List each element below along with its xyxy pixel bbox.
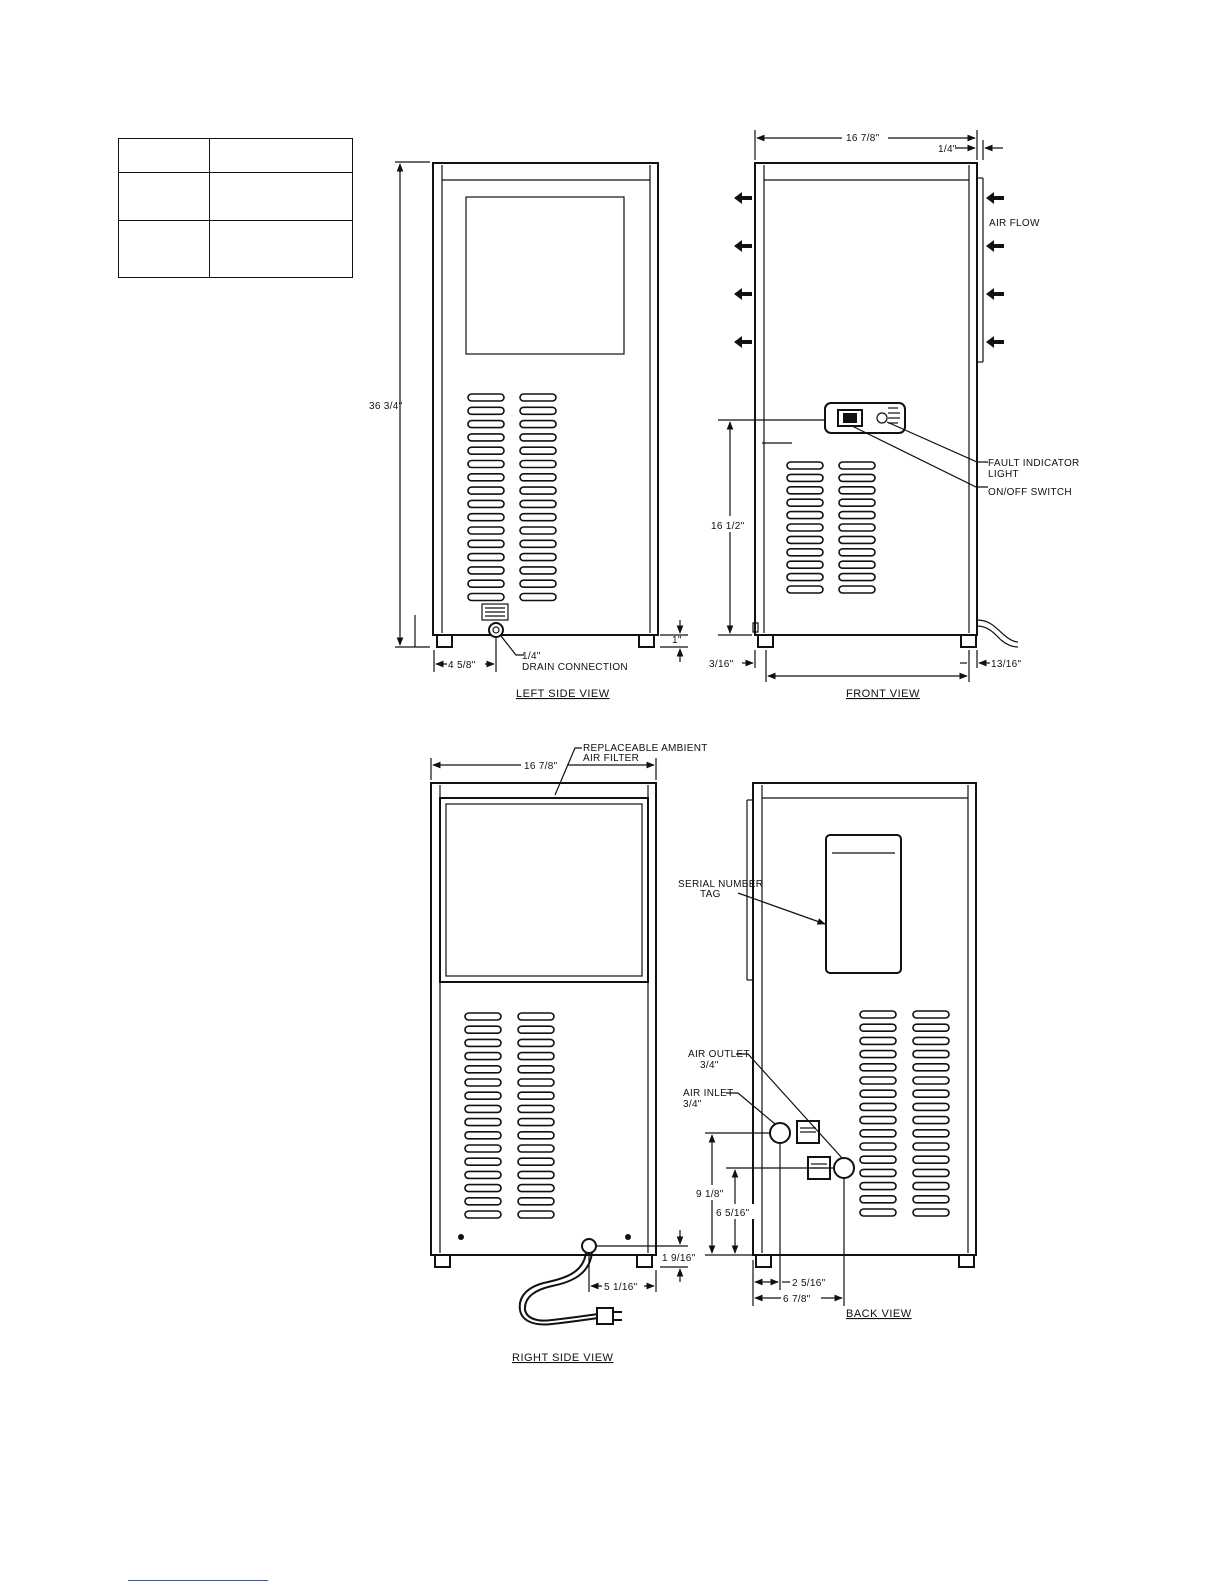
foot: [437, 635, 452, 647]
dim-outlet-height: 6 5/16": [716, 1208, 750, 1219]
drain-label: 1/4": [522, 651, 541, 662]
vent-slot: [913, 1209, 949, 1216]
vent-slot: [465, 1171, 501, 1178]
vent-slot: [860, 1103, 896, 1110]
vent-slot: [860, 1169, 896, 1176]
vent-slot: [468, 527, 504, 534]
vent-slot: [520, 394, 556, 401]
vent-slot: [518, 1132, 554, 1139]
vent-slot: [520, 554, 556, 561]
vent-slot: [913, 1090, 949, 1097]
vent-slot: [860, 1183, 896, 1190]
vent-slot: [468, 421, 504, 428]
vent-slot: [465, 1053, 501, 1060]
foot: [959, 1255, 974, 1267]
power-cord: [520, 1252, 598, 1324]
vent-slot: [520, 434, 556, 441]
vent-slot: [520, 514, 556, 521]
air-inlet: [770, 1123, 790, 1143]
vent-slot: [787, 474, 823, 481]
vent-slot: [787, 512, 823, 519]
vent-slot: [839, 561, 875, 568]
vent-slot: [913, 1051, 949, 1058]
vent-slot: [465, 1185, 501, 1192]
vent-slot: [518, 1211, 554, 1218]
vent-slot: [468, 407, 504, 414]
view-title: FRONT VIEW: [846, 688, 920, 700]
vent-slot: [913, 1169, 949, 1176]
view-title: RIGHT SIDE VIEW: [512, 1352, 614, 1364]
vent-slot: [913, 1183, 949, 1190]
filter-label: AIR FILTER: [583, 753, 640, 764]
air-outlet: [834, 1158, 854, 1178]
vent-slot: [518, 1171, 554, 1178]
vent-slot: [839, 474, 875, 481]
vent-slot: [468, 500, 504, 507]
dim-inlet-height: 9 1/8": [696, 1189, 724, 1200]
vent-slot: [468, 580, 504, 587]
vent-slot: [913, 1024, 949, 1031]
vent-slot: [465, 1092, 501, 1099]
vent-slot: [839, 499, 875, 506]
vent-slot: [860, 1077, 896, 1084]
dim-edge-label: 1/4": [938, 144, 957, 155]
vent-slot: [860, 1117, 896, 1124]
dim-foot-label: 1": [672, 635, 682, 646]
drain-fitting: [489, 623, 503, 637]
vent-slot: [465, 1145, 501, 1152]
front-view: [709, 130, 1080, 700]
vent-slot: [520, 461, 556, 468]
vent-slot: [860, 1037, 896, 1044]
vent-slot: [518, 1198, 554, 1205]
back-view: [678, 783, 976, 1320]
vent-slot: [520, 567, 556, 574]
vent-slot: [787, 549, 823, 556]
dim-drain-offset: 4 5/8": [448, 660, 476, 671]
vent-slot: [465, 1105, 501, 1112]
dim-width-label: 16 7/8": [524, 761, 558, 772]
air-inlet-label: AIR INLET: [683, 1088, 734, 1099]
dim-inlet-offset: 2 5/16": [792, 1278, 826, 1289]
vent-slot: [520, 407, 556, 414]
fault-indicator-label: LIGHT: [988, 469, 1019, 480]
vent-slot: [913, 1143, 949, 1150]
vent-slot: [468, 567, 504, 574]
vent-slot: [468, 514, 504, 521]
vent-slot: [518, 1053, 554, 1060]
air-outlet-label: 3/4": [700, 1060, 719, 1071]
dim-right-foot: 13/16": [991, 659, 1022, 670]
vent-slot: [520, 487, 556, 494]
vent-slot: [860, 1130, 896, 1137]
vent-slot: [839, 574, 875, 581]
vent-slot: [787, 499, 823, 506]
vent-slot: [465, 1198, 501, 1205]
vent-slot: [465, 1079, 501, 1086]
power-cord-entry: [582, 1239, 596, 1253]
vent-slot: [520, 500, 556, 507]
vent-slot: [787, 487, 823, 494]
vent-slot: [520, 580, 556, 587]
serial-tag-label: SERIAL NUMBER: [678, 879, 764, 890]
vent-slot: [468, 487, 504, 494]
serial-tag-label: TAG: [700, 889, 721, 900]
vent-slot: [518, 1026, 554, 1033]
vent-slot: [520, 447, 556, 454]
vent-slot: [913, 1077, 949, 1084]
vent-slot: [787, 524, 823, 531]
vent-slot: [860, 1143, 896, 1150]
vent-slot: [465, 1039, 501, 1046]
dim-left-foot: 3/16": [709, 659, 734, 670]
view-title: BACK VIEW: [846, 1308, 912, 1320]
vent-slot: [465, 1026, 501, 1033]
vent-slot: [860, 1156, 896, 1163]
vent-slot: [520, 594, 556, 601]
foot: [961, 635, 976, 647]
air-inlet-label: 3/4": [683, 1099, 702, 1110]
dim-cord-offset: 5 1/16": [604, 1282, 638, 1293]
vent-slot: [518, 1119, 554, 1126]
vent-slot: [913, 1117, 949, 1124]
vent-slot: [520, 474, 556, 481]
vent-slot: [465, 1066, 501, 1073]
vent-slot: [913, 1064, 949, 1071]
dim-height-label: 36 3/4": [369, 401, 403, 412]
drain-label: DRAIN CONNECTION: [522, 662, 628, 673]
vent-slot: [860, 1051, 896, 1058]
vent-slot: [518, 1105, 554, 1112]
foot: [435, 1255, 450, 1267]
vent-slot: [520, 421, 556, 428]
vent-slot: [520, 540, 556, 547]
vent-slot: [468, 540, 504, 547]
vent-slot: [839, 524, 875, 531]
vent-slot: [518, 1158, 554, 1165]
vent-slot: [913, 1130, 949, 1137]
vent-slot: [839, 462, 875, 469]
fault-indicator-label: FAULT INDICATOR: [988, 458, 1080, 469]
vent-slot: [860, 1011, 896, 1018]
vent-slot: [468, 554, 504, 561]
foot: [758, 635, 773, 647]
vent-slot: [468, 434, 504, 441]
vent-slot: [518, 1013, 554, 1020]
vent-slot: [787, 462, 823, 469]
air-outlet-label: AIR OUTLET: [688, 1049, 750, 1060]
vent-slot: [518, 1066, 554, 1073]
on-off-switch-label: ON/OFF SWITCH: [988, 487, 1072, 498]
vent-slot: [860, 1064, 896, 1071]
vent-slot: [913, 1037, 949, 1044]
vent-slot: [465, 1211, 501, 1218]
vent-slot: [787, 586, 823, 593]
vent-slot: [913, 1196, 949, 1203]
dim-cord-height: 1 9/16": [662, 1253, 696, 1264]
vent-slot: [787, 574, 823, 581]
vent-slot: [787, 536, 823, 543]
foot: [756, 1255, 771, 1267]
footer-rule: [128, 1580, 268, 1581]
vent-slot: [465, 1158, 501, 1165]
plug: [597, 1308, 613, 1324]
air-flow-label: AIR FLOW: [989, 218, 1040, 229]
vent-slot: [518, 1092, 554, 1099]
vent-slot: [913, 1103, 949, 1110]
vent-slot: [468, 394, 504, 401]
vent-slot: [465, 1119, 501, 1126]
dim-switch-height: 16 1/2": [711, 521, 745, 532]
filter-label: REPLACEABLE AMBIENT: [583, 743, 708, 754]
vent-slot: [468, 474, 504, 481]
vent-slot: [787, 561, 823, 568]
vent-slot: [839, 549, 875, 556]
dim-width-label: 16 7/8": [846, 133, 880, 144]
vent-slot: [913, 1156, 949, 1163]
vent-slot: [465, 1013, 501, 1020]
vent-slot: [860, 1090, 896, 1097]
vent-slot: [518, 1039, 554, 1046]
vent-slot: [468, 447, 504, 454]
vent-slot: [465, 1132, 501, 1139]
vent-slot: [839, 536, 875, 543]
right-side-view: [431, 743, 708, 1364]
vent-slot: [860, 1196, 896, 1203]
vent-slot: [468, 461, 504, 468]
serial-number-tag: [826, 835, 901, 973]
vent-slot: [860, 1024, 896, 1031]
vent-slot: [518, 1145, 554, 1152]
vent-slot: [518, 1079, 554, 1086]
vent-slot: [839, 487, 875, 494]
vent-slot: [860, 1209, 896, 1216]
vent-slot: [839, 512, 875, 519]
vent-slot: [518, 1185, 554, 1192]
foot: [637, 1255, 652, 1267]
vent-slot: [839, 586, 875, 593]
foot: [639, 635, 654, 647]
left-side-view: [368, 162, 688, 700]
view-title: LEFT SIDE VIEW: [516, 688, 610, 700]
vent-slot: [468, 594, 504, 601]
vent-slot: [520, 527, 556, 534]
dim-outlet-offset: 6 7/8": [783, 1294, 811, 1305]
vent-slot: [913, 1011, 949, 1018]
